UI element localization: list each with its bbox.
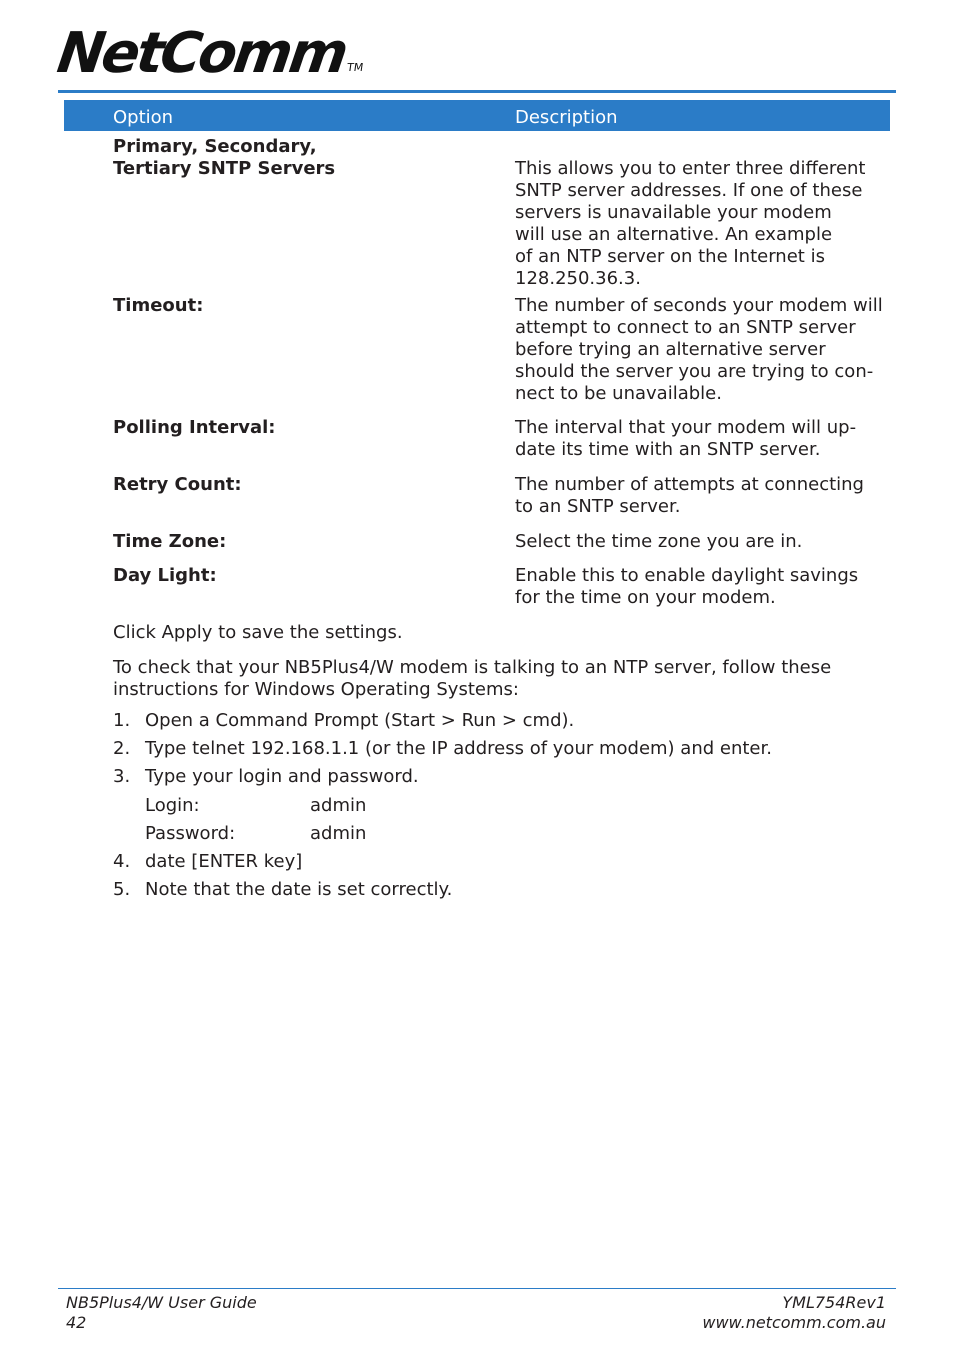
footer-rule [58, 1288, 896, 1289]
step-number: 1. [113, 710, 131, 731]
page-number: 42 [66, 1313, 87, 1332]
step-text: Note that the date is set correctly. [145, 879, 453, 900]
step-number: 4. [113, 851, 131, 872]
credential-value: admin [310, 795, 367, 816]
credential-value: admin [310, 823, 367, 844]
option-description: The number of attempts at connecting to an SNTP server. [515, 474, 864, 517]
option-label: Retry Count: [113, 474, 242, 495]
credential-label: Password: [145, 823, 236, 844]
option-description: Select the time zone you are in. [515, 531, 803, 552]
column-header-option: Option [113, 107, 174, 128]
header-rule [58, 90, 896, 93]
column-header-description: Description [515, 107, 618, 128]
option-label: Polling Interval: [113, 417, 276, 438]
option-description: The interval that your modem will up- date its time with an SNTP server. [515, 417, 857, 460]
option-label: Day Light: [113, 565, 217, 586]
option-label: Timeout: [113, 295, 204, 316]
step-text: Type your login and password. [145, 766, 419, 787]
option-label: Primary, Secondary, Tertiary SNTP Servers [113, 136, 336, 179]
netcomm-logo: NetComm™ [53, 21, 365, 86]
apply-note: Click Apply to save the settings. [113, 622, 403, 643]
option-label: Time Zone: [113, 531, 227, 552]
footer-guide-title: NB5Plus4/W User Guide [66, 1293, 257, 1312]
option-description: This allows you to enter three different SNTP server addresses. If one of these servers is unavailable your modem will use an alternative. An example of an NTP server on the Internet is 128.250.36.3. [515, 158, 866, 289]
step-number: 2. [113, 738, 131, 759]
check-intro: To check that your NB5Plus4/W modem is talking to an NTP server, follow these instructions for Windows Operating Systems: [113, 657, 832, 700]
step-text: Open a Command Prompt (Start > Run > cmd). [145, 710, 575, 731]
credential-label: Login: [145, 795, 200, 816]
step-text: Type telnet 192.168.1.1 (or the IP address of your modem) and enter. [145, 738, 772, 759]
step-number: 5. [113, 879, 131, 900]
step-text: date [ENTER key] [145, 851, 303, 872]
option-description: The number of seconds your modem will attempt to connect to an SNTP server before trying an alternative server should the server you are trying to con- nect to be unavailable. [515, 295, 883, 404]
option-description: Enable this to enable daylight savings for the time on your modem. [515, 565, 859, 608]
step-number: 3. [113, 766, 131, 787]
table-header [64, 100, 890, 131]
footer-doc-code: YML754Rev1 [782, 1293, 886, 1312]
footer-website: www.netcomm.com.au [702, 1313, 886, 1332]
trademark-mark: TM [346, 61, 365, 74]
